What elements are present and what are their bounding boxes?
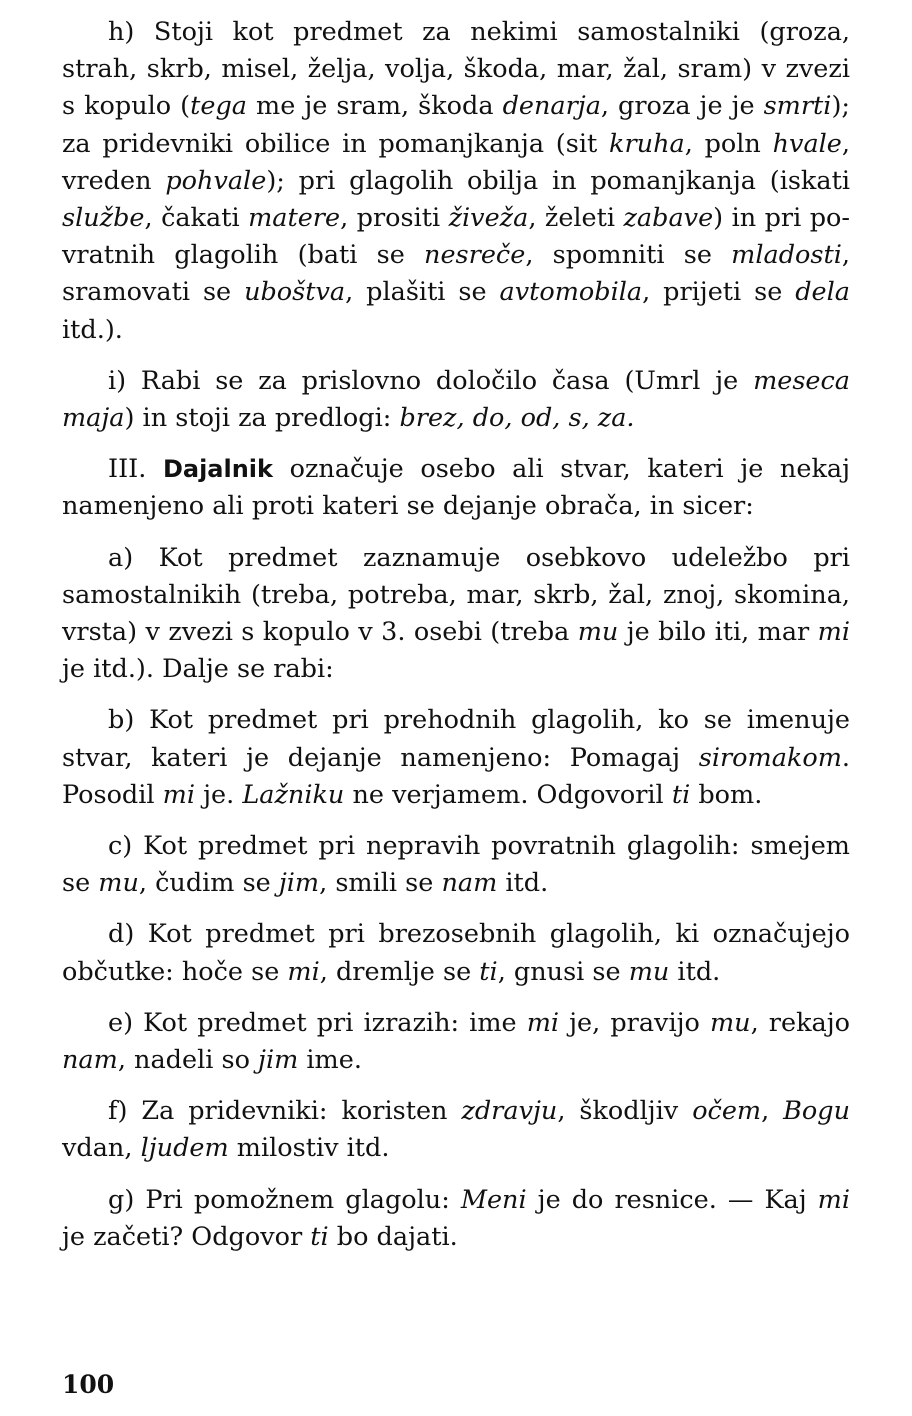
italic-example: jim (258, 1045, 299, 1076)
text-run: itd. (669, 956, 721, 987)
text-run: ); pri glagolih obilja in pomanjkanja (iskati (266, 165, 850, 196)
paragraph-d (62, 916, 850, 990)
italic-example: dela (795, 277, 850, 308)
text-run: ) in pri povratnih glagolih (bati se (62, 203, 851, 271)
italic-example: mi (817, 617, 851, 648)
italic-example: jim (278, 868, 320, 899)
text-run: , prijeti se (642, 277, 796, 308)
text-run: , gnusi se (497, 956, 629, 987)
italic-example: smrti (763, 91, 832, 122)
text-run: me je sram, škoda (247, 91, 503, 122)
text-run: , poln (684, 128, 773, 159)
text-run: d) Kot predmet pri brezosebnih glagolih, ki označujejo občutke: hoče se (62, 919, 850, 987)
text-run: ); za pridevniki obilice in pomanjkanja (sit (62, 91, 850, 159)
italic-example: denarja (502, 91, 601, 122)
text-run: bom. (690, 779, 763, 810)
text-run: je bilo iti, mar (618, 617, 818, 648)
text-run: , dremlje se (319, 956, 480, 987)
italic-example: ti (671, 779, 691, 810)
paragraph-e (62, 1005, 850, 1079)
italic-example: mu (98, 868, 139, 899)
italic-example: mladosti (731, 240, 842, 271)
italic-example: nam (441, 868, 498, 899)
italic-example: meseca maja (62, 365, 850, 434)
text-run: itd. (497, 868, 549, 899)
italic-example: mu (709, 1007, 751, 1038)
text-run: itd.). (62, 314, 123, 345)
italic-example: mi (162, 779, 195, 810)
italic-example: mi (287, 956, 320, 987)
text-run: , (761, 1096, 784, 1127)
italic-example: mi (817, 1184, 851, 1215)
paragraph-g (62, 1182, 850, 1256)
text-run: , vreden (62, 128, 850, 196)
text-run: je. (195, 779, 243, 810)
text-run: b) Kot predmet pri prehodnih glagolih, ko se imenuje stvar, kateri je dejanje namenjeno: Pomagaj (62, 705, 850, 773)
text-run: , rekajo (750, 1007, 850, 1038)
italic-example: pohvale (165, 165, 267, 196)
text-run: bo dajati. (328, 1221, 458, 1252)
text-run: h) Stoji kot predmet za nekimi samostalniki (groza, strah, skrb, misel, želja, volja, škoda, mar, žal, sram) v zvezi s kopulo ( (62, 17, 850, 122)
italic-example: matere (248, 203, 341, 234)
italic-example: siromakom (698, 742, 842, 773)
italic-example: Lažniku (242, 779, 345, 810)
text-run: , nadeli so (117, 1045, 259, 1076)
italic-example: službe (62, 203, 145, 234)
text-run: milostiv itd. (228, 1133, 390, 1164)
paragraph-iii (62, 451, 850, 525)
page-body (62, 14, 850, 1256)
text-run: ne verjamem. Odgovoril (344, 779, 672, 810)
italic-example: ljudem (140, 1133, 229, 1164)
italic-example: avtomobila (499, 277, 643, 308)
text-run: , želeti (528, 203, 624, 234)
text-run: je itd.). Dalje se rabi: (62, 654, 334, 685)
italic-example: nesreče (424, 240, 526, 271)
italic-example: nam (62, 1045, 118, 1076)
text-run: , čakati (144, 203, 249, 234)
text-run: , smili se (319, 868, 442, 899)
italic-example: mi (526, 1007, 560, 1038)
italic-example: Meni (460, 1184, 527, 1215)
text-run: vdan, (62, 1133, 141, 1164)
italic-example: mu (628, 956, 670, 987)
text-run: ) in stoji za predlogi: (124, 403, 400, 434)
paragraph-c (62, 828, 850, 902)
italic-example: tega (190, 91, 248, 122)
text-run: c) Kot predmet pri nepravih povratnih glagolih: smejem se (62, 831, 850, 899)
text-run: . Posodil (62, 742, 850, 810)
italic-example: živeža (448, 203, 529, 234)
text-run: i) Rabi se za prislovno določilo časa (Umrl je (108, 365, 754, 396)
text-run: , plašiti se (345, 277, 500, 308)
text-run: je začeti? Odgovor (62, 1221, 311, 1252)
italic-example: brez, do, od, s, za. (399, 403, 635, 434)
text-run: ime. (298, 1045, 362, 1076)
text-run: , sramovati se (62, 240, 850, 308)
text-run: je, pravijo (559, 1007, 710, 1038)
text-run: , čudim se (138, 868, 279, 899)
text-run: III. (108, 454, 163, 485)
italic-example: zdravju (461, 1096, 558, 1127)
text-run: , groza je je (600, 91, 764, 122)
italic-example: Bogu (783, 1096, 851, 1127)
text-run: je do resnice. — Kaj (526, 1184, 818, 1215)
italic-example: mu (577, 617, 619, 648)
italic-example: zabave (623, 203, 714, 234)
page-number: 100 (62, 1370, 115, 1399)
italic-example: kruha (609, 128, 685, 159)
paragraph-f (62, 1093, 850, 1167)
italic-example: očem (692, 1096, 762, 1127)
section-heading: Dajalnik (162, 455, 273, 484)
text-run: , prositi (340, 203, 449, 234)
text-run: označuje osebo ali stvar, kateri je nekaj namenjeno ali proti kateri se dejanje obrača, in sicer: (62, 454, 851, 522)
text-run: e) Kot predmet pri izrazih: ime (108, 1007, 527, 1038)
text-run: a) Kot predmet zaznamuje osebkovo udeležbo pri samostalnikih (treba, potreba, mar, skrb, žal, znoj, skomina, vrsta) v zvezi s kopulo v 3. osebi (treba (62, 542, 850, 648)
text-run: g) Pri pomožnem glagolu: (108, 1184, 461, 1215)
paragraph-b (62, 702, 850, 814)
text-run: f) Za pridevniki: koristen (108, 1096, 462, 1127)
text-run: , škodljiv (557, 1096, 693, 1127)
paragraph-h (62, 14, 850, 349)
italic-example: ti (479, 956, 498, 987)
italic-example: ti (310, 1221, 329, 1252)
text-run: , spomniti se (525, 240, 732, 271)
italic-example: uboštva (244, 277, 346, 308)
italic-example: hvale (772, 128, 842, 159)
paragraph-i (62, 363, 850, 437)
paragraph-a (62, 540, 850, 689)
